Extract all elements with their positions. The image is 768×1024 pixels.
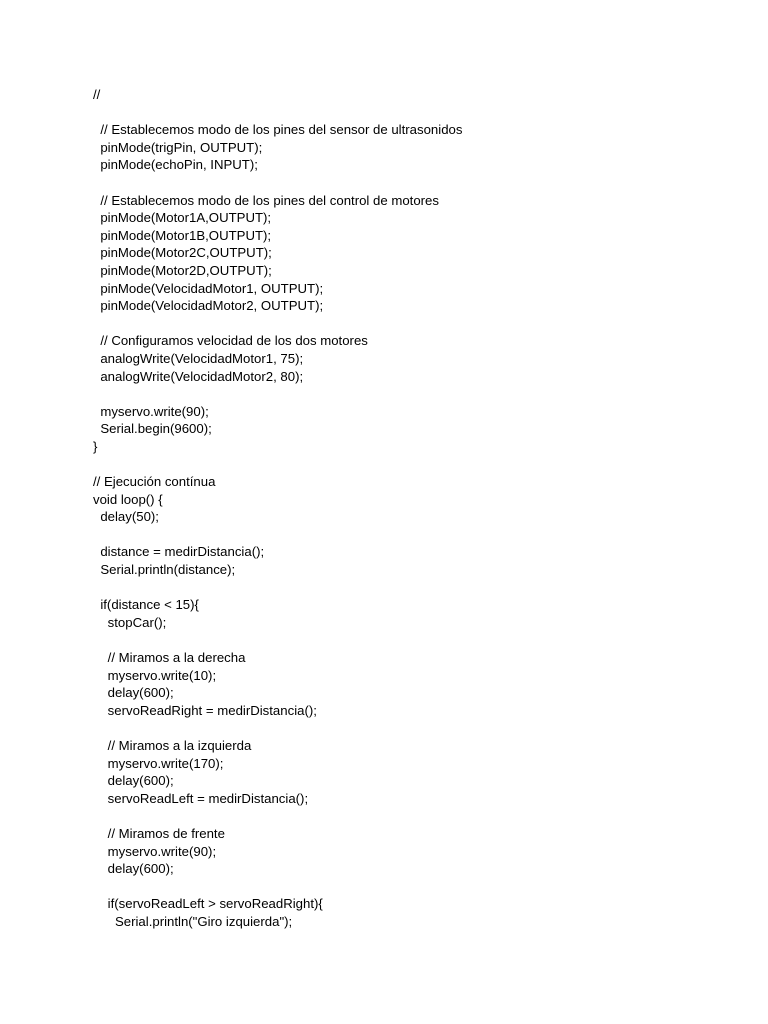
- code-line: [93, 455, 462, 473]
- code-line: if(distance < 15){: [93, 597, 199, 613]
- code-line: delay(600);: [93, 685, 174, 701]
- code-line: delay(600);: [93, 861, 174, 877]
- code-line: // Ejecución contínua: [93, 474, 216, 490]
- code-line: Serial.println("Giro izquierda");: [93, 913, 293, 929]
- code-line: pinMode(VelocidadMotor1, OUTPUT);: [93, 280, 324, 296]
- code-line: pinMode(VelocidadMotor2, OUTPUT);: [93, 298, 324, 314]
- code-line: pinMode(Motor1A,OUTPUT);: [93, 210, 272, 226]
- code-line: myservo.write(90);: [93, 403, 209, 419]
- code-line: // Establecemos modo de los pines del sensor de ultrasonidos: [93, 122, 463, 138]
- code-line: analogWrite(VelocidadMotor2, 80);: [93, 368, 304, 384]
- code-line: myservo.write(90);: [93, 843, 217, 859]
- code-line: // Configuramos velocidad de los dos motores: [93, 333, 368, 349]
- code-line: [93, 579, 462, 597]
- code-line: myservo.write(10);: [93, 667, 217, 683]
- code-line: [93, 385, 462, 403]
- code-line: Serial.begin(9600);: [93, 421, 212, 437]
- code-line: // Establecemos modo de los pines del control de motores: [93, 192, 439, 208]
- code-line: delay(600);: [93, 773, 174, 789]
- code-line: stopCar();: [93, 614, 167, 630]
- code-line: [93, 315, 462, 333]
- code-line: Serial.println(distance);: [93, 562, 236, 578]
- code-line: analogWrite(VelocidadMotor1, 75);: [93, 350, 304, 366]
- code-listing: [93, 86, 462, 931]
- code-line: if(servoReadLeft > servoReadRight){: [93, 896, 323, 912]
- code-line: [93, 104, 462, 122]
- code-line: pinMode(Motor2C,OUTPUT);: [93, 245, 272, 261]
- code-line: servoReadRight = medirDistancia();: [93, 702, 317, 718]
- code-line: [93, 878, 462, 896]
- code-line: [93, 631, 462, 649]
- code-line: [93, 807, 462, 825]
- code-line: // Miramos a la izquierda: [93, 737, 252, 753]
- code-line: pinMode(Motor2D,OUTPUT);: [93, 262, 272, 278]
- code-line: pinMode(echoPin, INPUT);: [93, 157, 258, 173]
- code-line: void loop() {: [93, 491, 163, 507]
- code-line: // Miramos de frente: [93, 825, 225, 841]
- code-line: servoReadLeft = medirDistancia();: [93, 790, 309, 806]
- code-line: [93, 526, 462, 544]
- code-line: }: [93, 438, 98, 454]
- code-line: myservo.write(170);: [93, 755, 224, 771]
- code-line: // Miramos a la derecha: [93, 650, 246, 665]
- code-line: [93, 174, 462, 192]
- code-line: pinMode(trigPin, OUTPUT);: [93, 139, 263, 155]
- code-line: pinMode(Motor1B,OUTPUT);: [93, 227, 272, 243]
- code-line: //: [93, 87, 101, 102]
- code-line: distance = medirDistancia();: [93, 544, 265, 560]
- code-line: delay(50);: [93, 509, 159, 525]
- code-line: [93, 719, 462, 737]
